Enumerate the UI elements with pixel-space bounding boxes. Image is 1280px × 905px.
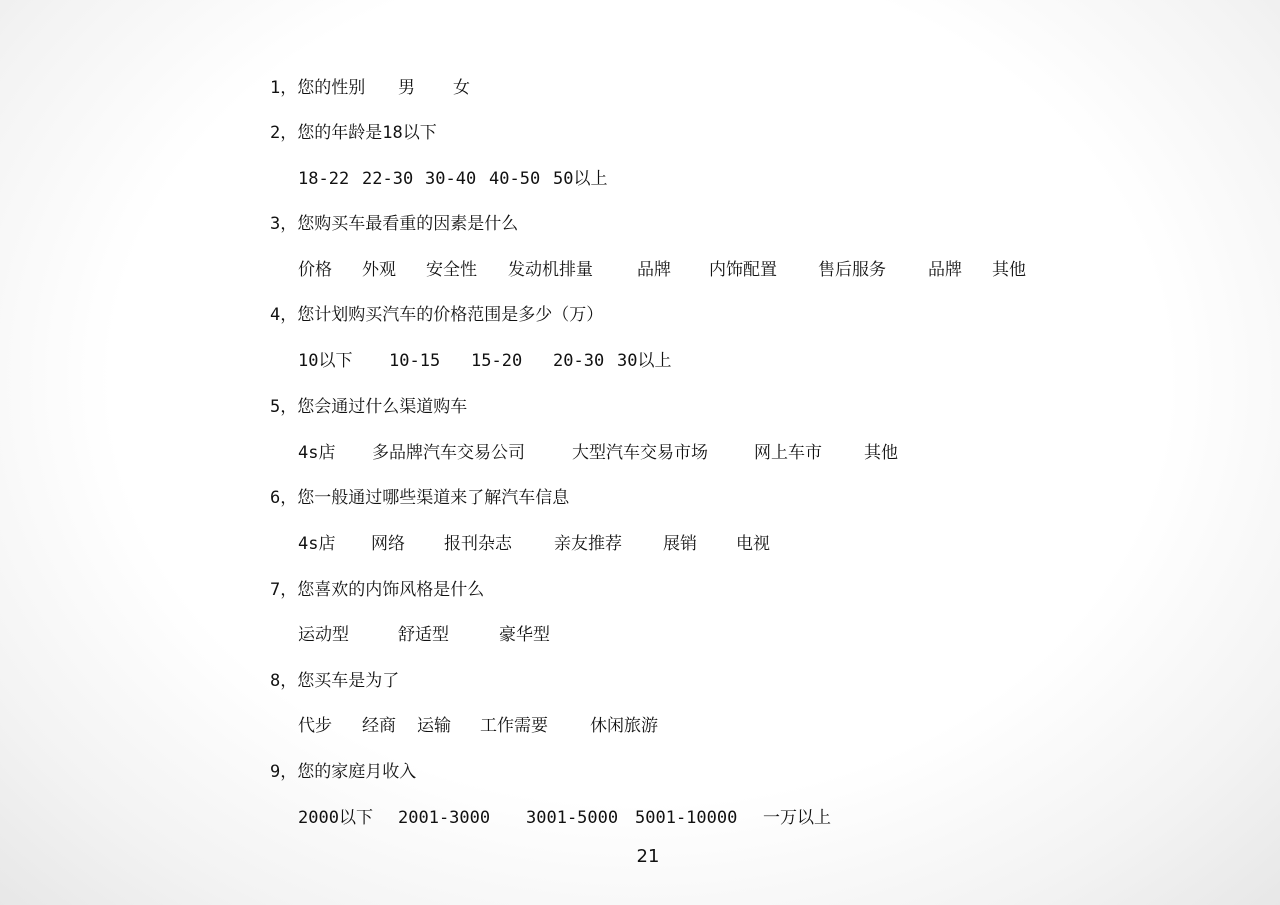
- question-6-text: 6，您一般通过哪些渠道来了解汽车信息: [270, 488, 570, 508]
- question-3-option: 售后服务: [818, 260, 886, 280]
- question-9-options: [298, 806, 898, 830]
- question-4-option: 10以下: [298, 351, 353, 371]
- question-3-option: 外观: [362, 260, 396, 280]
- question-8-option: 经商: [362, 716, 396, 736]
- question-2-options: [298, 167, 638, 191]
- question-9-option: 2000以下: [298, 808, 373, 828]
- question-3-option: 内饰配置: [709, 260, 777, 280]
- question-3-option: 价格: [298, 260, 332, 280]
- question-5-text: 5，您会通过什么渠道购车: [270, 397, 468, 417]
- page-number-text: 21: [636, 846, 660, 867]
- question-7-option: 豪华型: [499, 625, 550, 645]
- question-2-option: 18-22: [298, 169, 350, 189]
- question-3-option: 安全性: [426, 260, 477, 280]
- question-5-option: 其他: [864, 443, 898, 463]
- question-9: [270, 760, 670, 784]
- question-5-option: 大型汽车交易市场: [572, 443, 708, 463]
- question-1-text: 1，您的性别: [270, 78, 366, 98]
- question-4-option: 15-20: [471, 351, 523, 371]
- question-2-option: 30-40: [425, 169, 477, 189]
- question-2-option: 50以上: [553, 169, 608, 189]
- question-6-option: 网络: [371, 534, 405, 554]
- question-6-option: 4s店: [298, 534, 336, 554]
- question-6-option: 电视: [736, 534, 770, 554]
- question-6-option: 报刊杂志: [444, 534, 512, 554]
- question-1: [270, 76, 530, 100]
- question-8-options: [298, 714, 718, 738]
- question-4-option: 10-15: [389, 351, 441, 371]
- question-9-option: 一万以上: [763, 808, 831, 828]
- question-7: [270, 578, 670, 602]
- question-5-options: [298, 441, 948, 465]
- question-5-option: 多品牌汽车交易公司: [372, 443, 525, 463]
- question-8-text: 8，您买车是为了: [270, 671, 400, 691]
- question-2-text: 2，您的年龄是18以下: [270, 123, 437, 143]
- question-4-options: [298, 349, 718, 373]
- question-4-option: 20-30: [553, 351, 605, 371]
- question-6-option: 展销: [663, 534, 697, 554]
- question-3-text: 3，您购买车最看重的因素是什么: [270, 214, 519, 234]
- question-7-option: 舒适型: [398, 625, 449, 645]
- question-4: [270, 303, 670, 327]
- question-2: [270, 121, 670, 145]
- question-2-option: 22-30: [362, 169, 414, 189]
- question-9-option: 5001-10000: [635, 808, 738, 828]
- question-9-option: 3001-5000: [526, 808, 619, 828]
- question-3-option: 品牌: [928, 260, 962, 280]
- question-8-option: 休闲旅游: [590, 716, 658, 736]
- question-9-option: 2001-3000: [398, 808, 491, 828]
- question-7-option: 运动型: [298, 625, 349, 645]
- question-3-option: 品牌: [637, 260, 671, 280]
- question-1-option: 男: [398, 78, 415, 98]
- question-8-option: 运输: [417, 716, 451, 736]
- question-5-option: 网上车市: [754, 443, 822, 463]
- question-4-text: 4，您计划购买汽车的价格范围是多少（万）: [270, 305, 604, 325]
- question-3-option: 发动机排量: [508, 260, 593, 280]
- question-8-option: 代步: [298, 716, 332, 736]
- question-7-options: [298, 623, 618, 647]
- question-7-text: 7，您喜欢的内饰风格是什么: [270, 580, 485, 600]
- question-9-text: 9，您的家庭月收入: [270, 762, 417, 782]
- question-2-option: 40-50: [489, 169, 541, 189]
- question-8: [270, 669, 670, 693]
- question-1-option: 女: [453, 78, 470, 98]
- question-3-option: 其他: [992, 260, 1026, 280]
- question-5: [270, 395, 670, 419]
- question-3: [270, 212, 670, 236]
- question-6: [270, 486, 690, 510]
- question-6-option: 亲友推荐: [554, 534, 622, 554]
- question-6-options: [298, 532, 838, 556]
- question-5-option: 4s店: [298, 443, 336, 463]
- question-8-option: 工作需要: [480, 716, 548, 736]
- question-3-options: [298, 258, 1078, 282]
- question-4-option: 30以上: [617, 351, 672, 371]
